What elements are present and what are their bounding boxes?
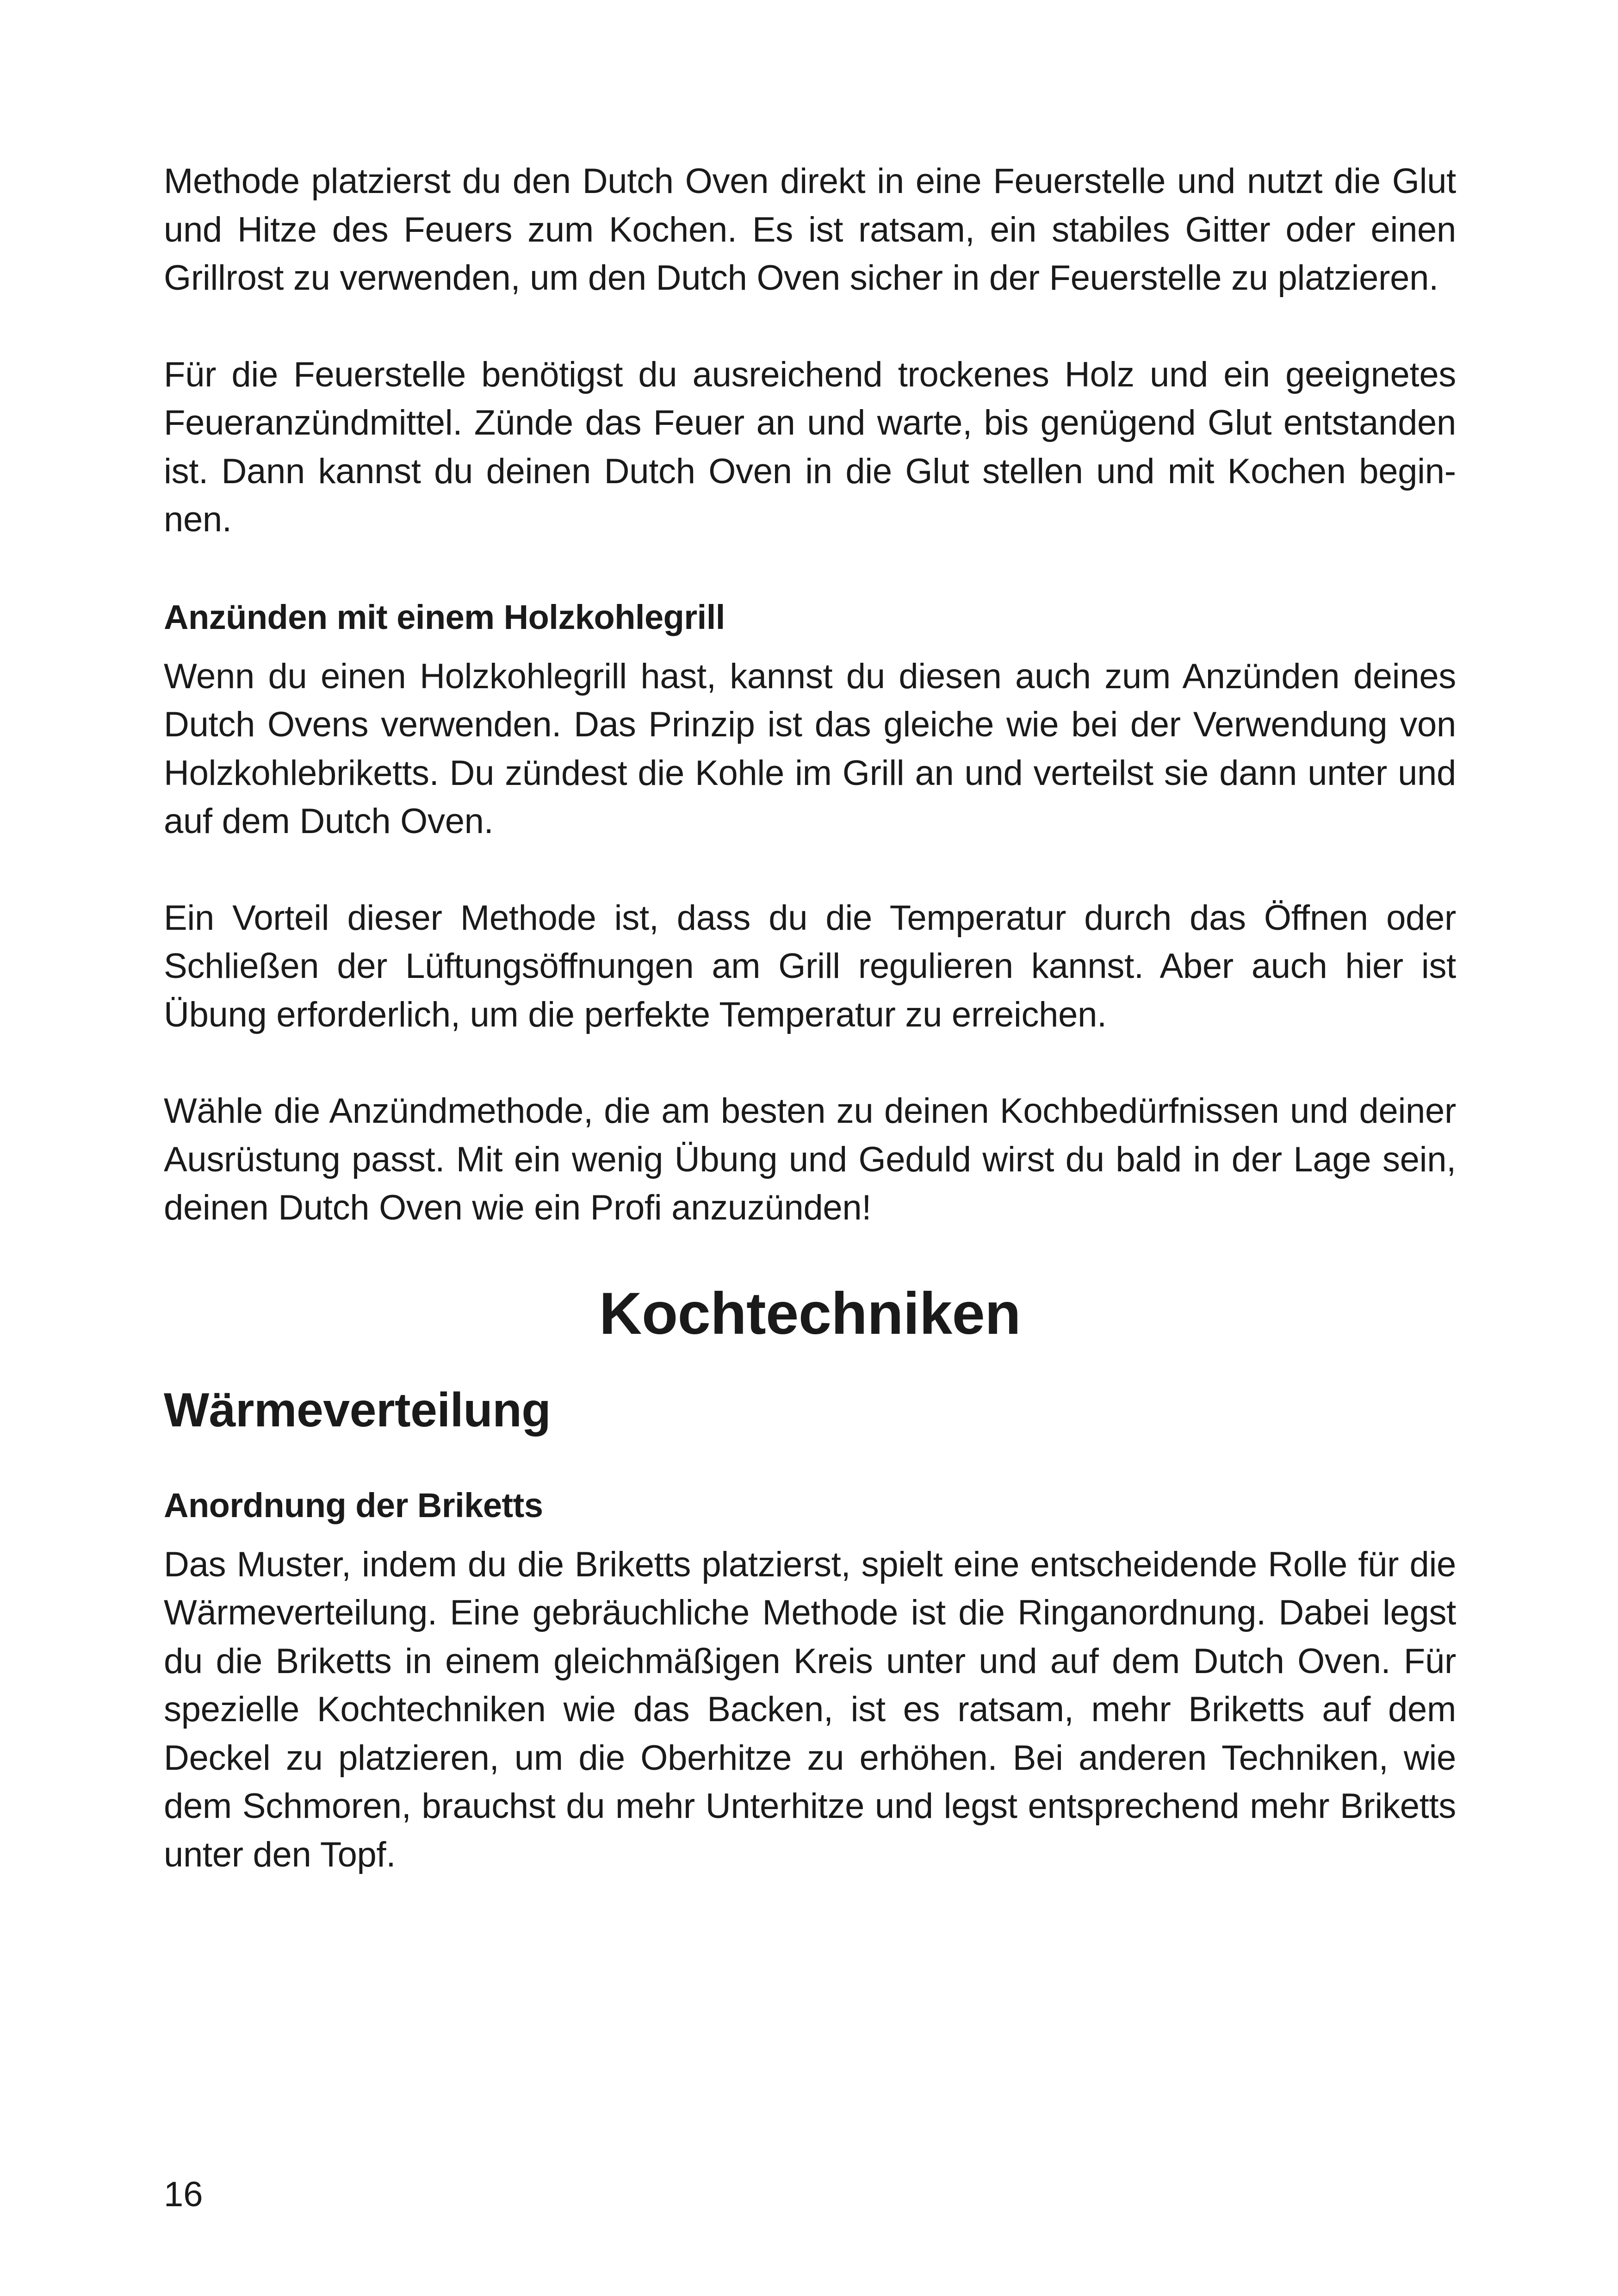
paragraph-briketts: Das Muster, indem du die Briketts platzierst, spielt eine entscheidende Rolle für die Wärmeverteilung. Eine gebräuchliche Methode ist die Ringanordnung. Dabei legst du die Briketts in einem gleichmäßigen Kreis unter und auf dem Dutch Oven. Für spezielle Kochtechniken wie das Backen, ist es ratsam, mehr Briketts auf dem Deckel zu platzieren, um die Oberhitze zu erhöhen. Bei anderen Techniken, wie dem Schmoren, brauchst du mehr Unterhitze und legst entsprechend mehr Briketts unter den Topf. bbox=[164, 1544, 1456, 1874]
paragraph-feuerstelle-methode: Methode platzierst du den Dutch Oven direkt in eine Feuerstelle und nutzt die Glut und Hitze des Feuers zum Kochen. Es ist ratsam, ein stabiles Gitter oder einen Grillrost zu verwenden, um den Dutch Oven sicher in der Feuerstelle zu platzieren. bbox=[164, 162, 1456, 298]
page-content bbox=[164, 157, 1456, 1879]
paragraph-vorteil: Ein Vorteil dieser Methode ist, dass du die Temperatur durch das Öffnen oder Schließen der Lüftungsöffnungen am Grill regulieren kannst. Aber auch hier ist Übung erforderlich, um die perfekte Temperatur zu erreichen. bbox=[164, 898, 1456, 1034]
chapter-title: Kochtechniken bbox=[599, 1280, 1021, 1347]
page-number: 16 bbox=[164, 2175, 203, 2214]
subheading-holzkohlegrill: Anzünden mit einem Holzkohlegrill bbox=[164, 597, 725, 636]
paragraph-feuerstelle-holz: Für die Feuerstelle benötigst du ausreichend trockenes Holz und ein geeignetes Feueranzündmittel. Zünde das Feuer an und warte, bis genügend Glut entstanden ist. Dann kannst du deinen Dutch Oven in die Glut stellen und mit Kochen beginnen. bbox=[164, 355, 1456, 539]
paragraph-anzuendmethode: Wähle die Anzündmethode, die am besten zu deinen Kochbedürfnissen und deiner Ausrüstung passt. Mit ein wenig Übung und Geduld wirst du bald in der Lage sein, deinen Dutch Oven wie ein Profi anzuzünden! bbox=[164, 1091, 1456, 1227]
section-title: Wärmeverteilung bbox=[164, 1383, 551, 1437]
subheading-briketts: Anordnung der Briketts bbox=[164, 1486, 543, 1524]
paragraph-holzkohlegrill: Wenn du einen Holzkohlegrill hast, kannst du diesen auch zum Anzünden deines Dutch Ovens verwenden. Das Prinzip ist das gleiche wie bei der Verwendung von Holzkohlebriketts. Du zündest die Kohle im Grill an und verteilst sie dann unter und auf dem Dutch Oven. bbox=[164, 656, 1456, 841]
